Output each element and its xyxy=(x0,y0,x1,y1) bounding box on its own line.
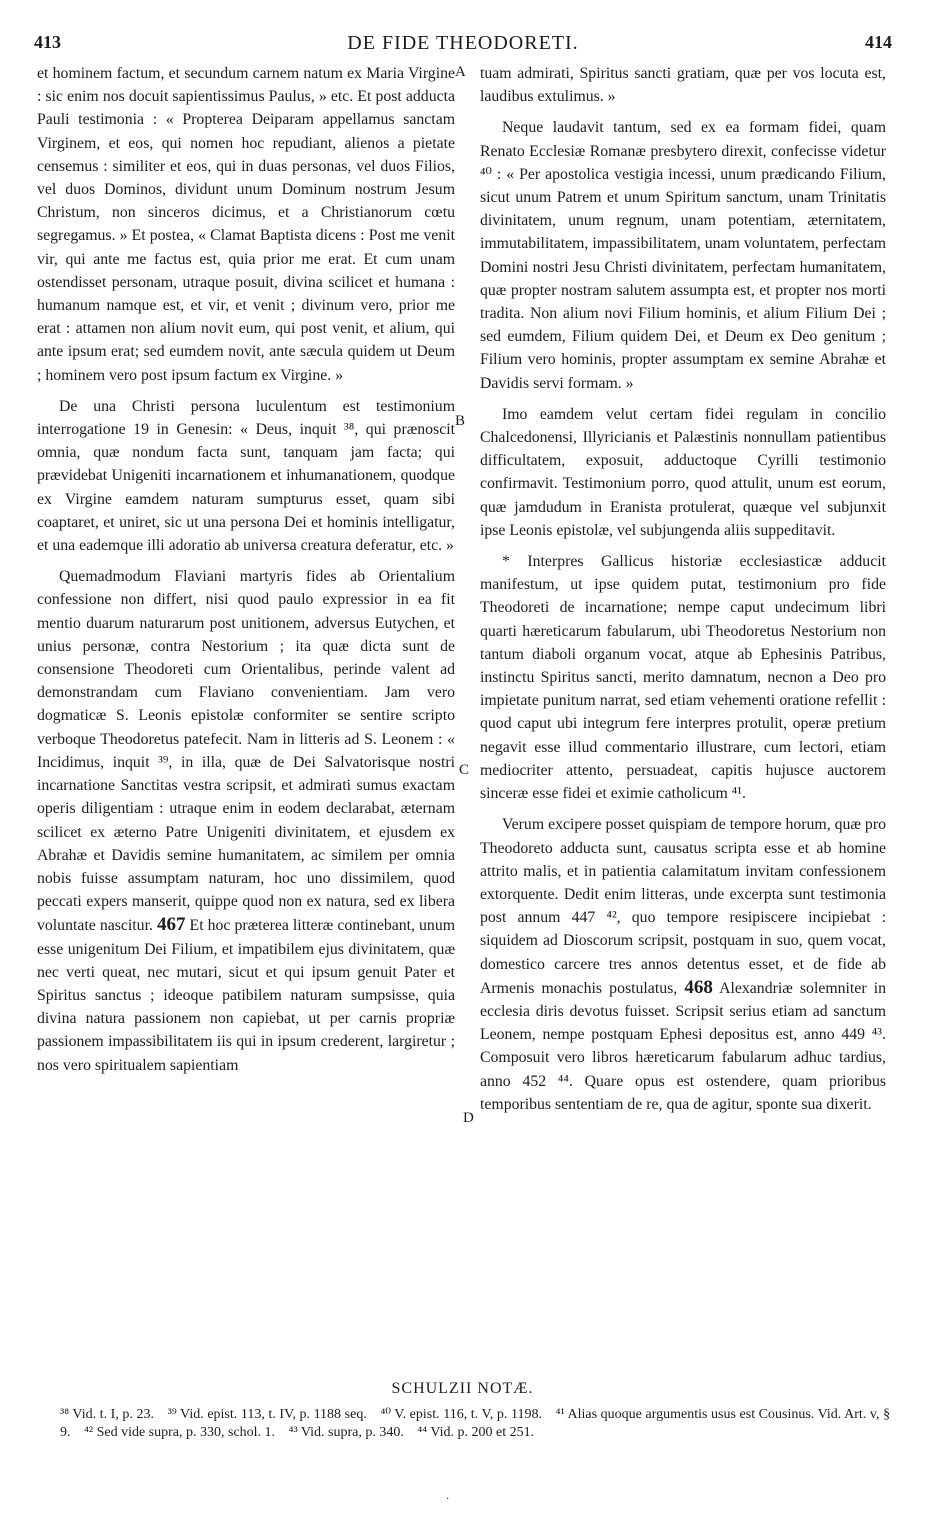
footnote-39: ³⁹ Vid. epist. 113, t. IV, p. 1188 seq. xyxy=(167,1407,367,1422)
column-number-467: 467 xyxy=(156,914,186,936)
footnote-42: ⁴² Sed vide supra, p. 330, schol. 1. xyxy=(84,1425,276,1440)
page-number-left: 413 xyxy=(34,32,61,52)
running-header xyxy=(34,30,892,60)
right-paragraph-5 xyxy=(480,813,886,1116)
right-paragraph-3: Imo eamdem velut certam fidei regulam in concilio Chalcedonensi, Illyricianis et Palæstinis nonnullam patientibus difficultatem, exposuit, adductoque Cyrilli testimonio confirmavit. Testimonium porro, quod attulit, unum est eorum, quæ jamdudum in Eranista protulerat, quæque vel subjunxit ipse Leonis epistolæ, vel subjungenda aliis suppeditavit. xyxy=(480,405,886,539)
footnotes xyxy=(60,1406,890,1442)
footnote-44: ⁴⁴ Vid. p. 200 et 251. xyxy=(417,1425,535,1440)
right-column xyxy=(480,62,886,1124)
right-paragraph-2: Neque laudavit tantum, sed ex ea formam fidei, quam Renato Ecclesiæ Romanæ presbytero direxit, confecisse videtur ⁴⁰ : « Per apostolica vestigia incessi, unum prædicando Filium, sicut unum Patrem et unum Spiritum sanctum, unam Trinitatis divinitatem, unum regnum, unam potentiam, æternitatem, immutabilitatem, impassibilitatem, unam voluntatem, perfectam Domini nostri Jesu Christi divinitatem, perfectam humanitatem, quæ propter nostram salutem assumpta est, et propter nos morti tradita. Non alium novi Filium hominis, et alium Filium Dei ; sed eumdem, Filium quidem Dei, et Deum ex Deo genitum ; Filium vero hominis, propter assumptam ex semine Abrahæ et Davidis servi formam. » xyxy=(480,119,886,392)
footnote-43: ⁴³ Vid. supra, p. 340. xyxy=(288,1425,404,1440)
footnote-41: ⁴¹ Alias quoque argumentis usus est Cousinus. Vid. Art. v, § 9. xyxy=(60,1407,891,1440)
margin-letter-d: D xyxy=(463,1110,474,1126)
left-paragraph-1: et hominem factum, et secundum carnem natum ex Maria Virgine : sic enim nos docuit sapientissimus Paulus, » etc. Et post adducta Pauli testimonia : « Propterea Deiparam appellamus sanctam Virginem, et eos, qui nomen hoc repudiant, alienos a pietate censemus : similiter et eos, qui in duas personas, vel duos Filios, vel duos Dominos, dividunt unum Dominum nostrum Jesum Christum, non sinceros dicimus, et a Christianorum cœtu segregamus. » Et postea, « Clamat Baptista dicens : Post me venit vir, qui ante me factus est, quia prior me erat. Et cum unam ostendisset personam, utraque posuit, divina scilicet et humana : humanum namque est, et vir, et venit ; divinum vero, prior me erat : attamen non alium novit eum, qui post venit, et alium, qui ante ipsum erat; sed eumdem novit, ante sæcula quidem ut Deum ; hominem vero post ipsum factum ex Virgine. » xyxy=(37,65,455,384)
left-column xyxy=(37,62,455,1085)
left-paragraph-3 xyxy=(37,565,455,1076)
right-paragraph-1: tuam admirati, Spiritus sancti gratiam, quæ per vos locuta est, laudibus extulimus. » xyxy=(480,65,886,106)
right-paragraph-5-part-a: Verum excipere posset quispiam de tempore horum, quæ pro Theodoreto adducta sunt, causatus scripta esse et ab homine attrito malis, et in patientia calamitatum invitam confessionem extorquente. Dedit enim litteras, unde excerpta sunt testimonia post annum 447 ⁴², quo tempore resipiscere incipiebat : siquidem ad Dioscorum scripsit, postquam in suo, quem vocat, domestico carcere tres annos detentus esset, et de fide ab Armenis monachis postulatus, xyxy=(480,816,886,997)
bottom-dot: · xyxy=(446,1494,450,1505)
notes-title: SCHULZII NOTÆ. xyxy=(391,1380,534,1397)
running-title: DE FIDE THEODORETI. xyxy=(347,32,579,54)
footnote-38: ³⁸ Vid. t. I, p. 23. xyxy=(60,1407,155,1422)
page-number-right: 414 xyxy=(865,32,892,52)
footnote-40: ⁴⁰ V. epist. 116, t. V, p. 1198. xyxy=(380,1407,543,1422)
right-paragraph-4: * Interpres Gallicus historiæ ecclesiasticæ adducit manifestum, ut ipse quidem putat, testimonium pro fide Theodoreti de incarnatione; nempe caput undecimum libri quarti hæreticarum fabularum, ubi Theodoretus Nestorium non tantum diaboli organum vocat, atque ab Ephesinis Patribus, instinctu Spiritus sancti, merito damnatum, necnon a Deo pro impietate punitum narrat, sed etiam vehementi oratione refellit : quod caput ubi integrum fere interpres protulit, operæ pretium negavit esse illud commentario illustrare, cum lectori, etiam mediocriter attento, persuadeat, capitis hujusce auctorem sinceræ esse fidei et eximie catholicum ⁴¹. xyxy=(480,553,886,803)
left-paragraph-3-part-a: Quemadmodum Flaviani martyris fides ab Orientalium confessione non differt, nisi quod paulo expressior in ea fit mentio duarum naturarum post unitionem, adversus Eutychen, et unius personæ, contra Nestorium ; ita quæ dicta sunt de consensione Theodoreti cum Orientalibus, perinde valent ad demonstrandam cum Flaviano convenientiam. Jam vero dogmaticæ S. Leonis epistolæ conformiter se sentire scripto verboque Theodoretus patefecit. Nam in litteris ad S. Leonem : « Incidimus, inquit ³⁹, in illa, quæ de Dei Salvatorisque nostri incarnatione Sanctitas vestra scripsit, et admirati sumus exactam operis diligentiam : utraque enim in eodem declarabat, æternam scilicet ex æterno Patre Unigeniti divinitatem, et ejusdem ex Abrahæ et Davidis semine humanitatem, ac similem per omnia nobis fuisse assumptam naturam, hoc uno dissimilem, quod peccati expers manserit, quippe quod non ex natura, sed ex libera voluntate nascitur. xyxy=(37,568,455,935)
margin-letter-a: A xyxy=(455,64,466,80)
right-paragraph-5-part-b: Alexandriæ solemniter in ecclesia diris devotus fuisset. Scripsit serius etiam ad sanctum Leonem, nempe postquam Ephesi depositus est, anno 449 ⁴³. Composuit vero libros hæreticarum fabularum adhuc tardius, anno 452 ⁴⁴. Quare opus est ostendere, quam prioribus temporibus sententiam de re, qua de agitur, sponte sua dixerit. xyxy=(480,979,886,1113)
left-paragraph-3-part-b: Et hoc præterea litteræ continebant, unum esse unigenitum Dei Filium, et impatibilem ejus divinitatem, quæ nec verti queat, nec mutari, sicut et qui ipsum genuit Pater et Spiritus sanctus ; ideoque patibilem naturam sumpsisse, quia divina natura passionem non capiebat, ut per carnis propriæ passionem impassibilitatem iis qui in ipsum crederent, largiretur ; nos vero spiritualem sapientiam xyxy=(37,917,456,1074)
left-paragraph-2: De una Christi persona luculentum est testimonium interrogatione 19 in Genesin: « Deus, inquit ³⁸, qui prænoscit omnia, quæ nondum facta sunt, tanquam jam facta; qui prævidebat Unigeniti incarnationem et inhumanationem, quodque ex Virgine eamdem naturam sumpturus esset, quam sibi coaptaret, et uniret, sic ut una persona Dei et hominis intelligatur, et una eademque illi adoratio ab universa creatura deferatur, etc. » xyxy=(37,397,455,555)
margin-letter-c: C xyxy=(459,762,470,778)
column-number-468: 468 xyxy=(684,976,713,998)
margin-letter-b: B xyxy=(455,413,466,429)
